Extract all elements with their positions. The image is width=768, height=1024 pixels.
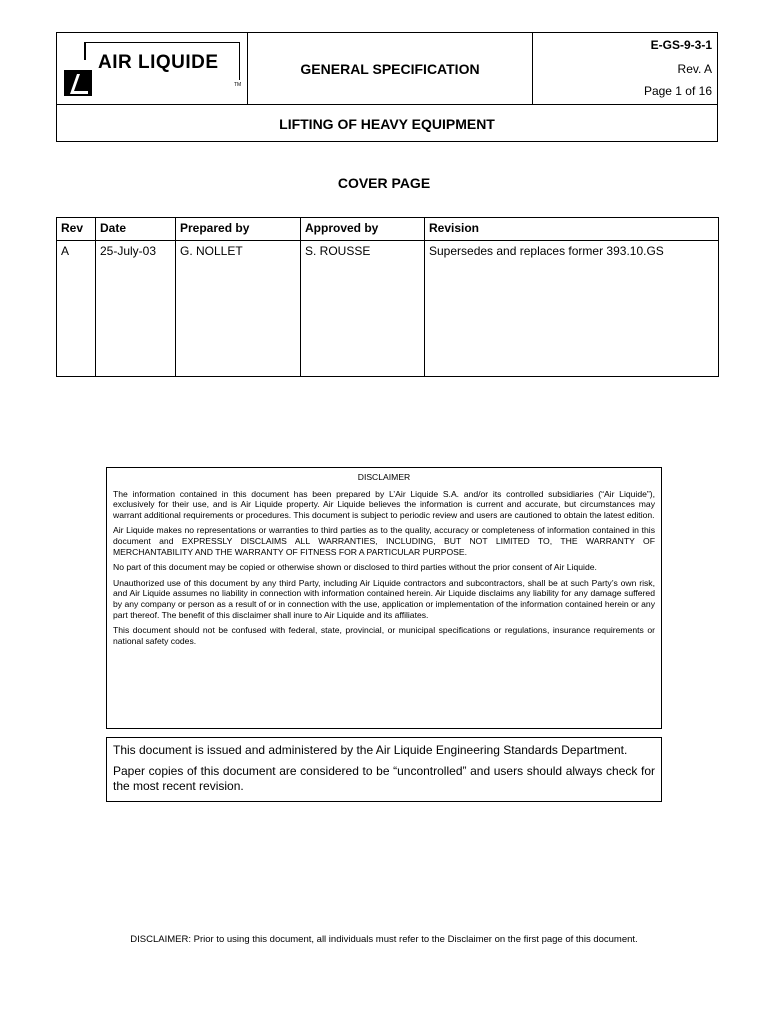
disclaimer-paragraph: The information contained in this document has been prepared by L’Air Liquide S.A. and/or its controlled subsidiaries (“Air Liquide”), exclusively for their use, and is Air Liquide property. Air Liquide believes the information is current and accurate, but circumstances may warrant additional requirements or procedures. This document is subject to periodic review and users are cautioned to obtain the latest edition. [113, 488, 655, 520]
disclaimer-box [106, 467, 662, 729]
disclaimer-paragraph: This document should not be confused with federal, state, provincial, or municipal specifications or regulations, insurance requirements or national safety codes. [113, 625, 655, 646]
disclaimer-paragraph: No part of this document may be copied or otherwise shown or disclosed to third parties without the prior consent of Air Liquide. [113, 562, 597, 573]
spec-type-title: GENERAL SPECIFICATION [248, 33, 533, 104]
document-subject: LIFTING OF HEAVY EQUIPMENT [279, 115, 495, 132]
column-header-approved-by: Approved by [301, 218, 425, 241]
table-row [57, 241, 719, 377]
cell-rev: A [57, 241, 96, 377]
document-code: E-GS-9-3-1 [650, 38, 712, 52]
cell-date: 25-July-03 [96, 241, 176, 377]
header-top-row [57, 33, 717, 105]
column-header-rev: Rev [57, 218, 96, 241]
logo-frame-edge [84, 42, 86, 60]
column-header-prepared-by: Prepared by [176, 218, 301, 241]
document-header [56, 32, 718, 142]
revision-table-header [57, 218, 719, 241]
disclaimer-title: DISCLAIMER [357, 472, 411, 482]
footer-disclaimer: DISCLAIMER: Prior to using this document, all individuals must refer to the Disclaimer on the first page of this document. [130, 934, 638, 945]
uncontrolled-copies-note: Paper copies of this document are considered to be “uncontrolled” and users should always check for the most recent revision. [113, 764, 655, 793]
logo-trademark: TM [234, 82, 242, 88]
issued-note-line: This document is issued and administered by the Air Liquide Engineering Standards Department. [113, 743, 628, 757]
disclaimer-paragraph: Unauthorized use of this document by any third Party, including Air Liquide contractors and subcontractors, shall be at such Party’s own risk, and Air Liquide assumes no liability in connection with information contained herein. Air Liquide disclaims any liability for any damage suffered by any company or person as a result of or in connection with the use, application or implementation of the information contained herein or any part thereof. The benefit of this disclaimer shall inure to Air Liquide and its affiliates. [113, 577, 655, 620]
cell-approved-by: S. ROUSSE [301, 241, 425, 377]
revision-table [56, 217, 719, 377]
cover-page-title: COVER PAGE [337, 175, 431, 191]
column-header-date: Date [96, 218, 176, 241]
cell-prepared-by: G. NOLLET [176, 241, 301, 377]
cell-revision: Supersedes and replaces former 393.10.GS [425, 241, 719, 377]
air-liquide-logo [64, 40, 240, 96]
document-revision: Rev. A [677, 62, 712, 76]
air-liquide-mark-icon [64, 70, 92, 96]
document-reference [533, 33, 717, 104]
column-header-revision: Revision [425, 218, 719, 241]
issued-note-box [106, 737, 662, 802]
logo-cell [57, 33, 248, 104]
page-number: Page 1 of 16 [643, 84, 712, 98]
logo-text: AIR LIQUIDE [98, 52, 219, 73]
disclaimer-paragraph: Air Liquide makes no representations or warranties to third parties as to the quality, accuracy or completeness of information contained in this document and EXPRESSLY DISCLAIMS ALL WARRANTIES, INCLUDING, BUT NOT LIMITED TO, THE WARRANTY OF MERCHANTABILITY AND THE WARRANTY OF FITNESS FOR A PARTICULAR PURPOSE. [113, 525, 655, 557]
